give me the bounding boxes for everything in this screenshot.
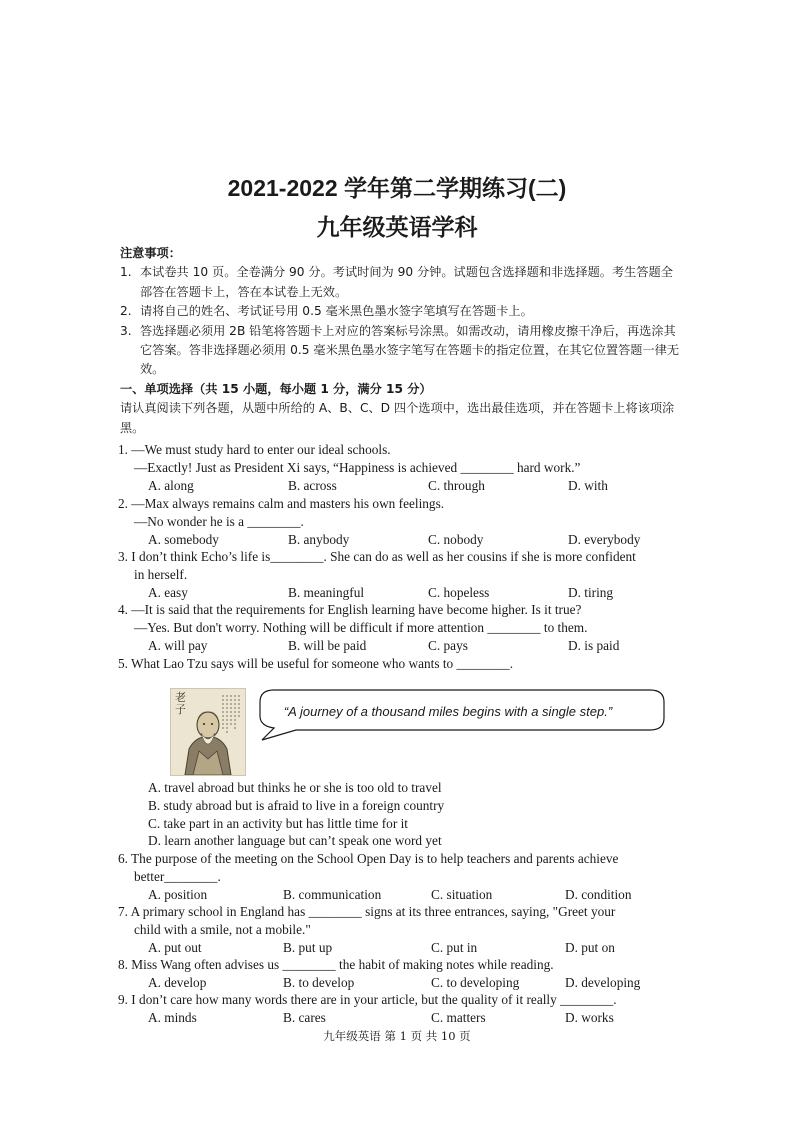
exam-subtitle: 九年级英语学科: [316, 215, 478, 241]
option-c[interactable]: C. matters: [431, 1009, 486, 1025]
option-a[interactable]: A. position: [148, 886, 208, 902]
option-c[interactable]: C. to developing: [431, 974, 520, 990]
question-text: 7. A primary school in England has ________ signs at its three entrances, saying, "Greet your: [118, 904, 616, 919]
option-b[interactable]: B. communication: [283, 886, 382, 902]
question-text: child with a smile, not a mobile.": [134, 921, 311, 937]
option-a[interactable]: A. somebody: [148, 531, 219, 547]
option-c[interactable]: C. situation: [431, 886, 493, 902]
option-row: [118, 939, 680, 957]
notes-block: [120, 244, 680, 438]
note-number: 1.: [120, 265, 132, 280]
question-text: 6. The purpose of the meeting on the School Open Day is to help teachers and parents achieve: [118, 851, 619, 866]
option-d[interactable]: D. put on: [565, 939, 615, 955]
option-c[interactable]: C. through: [428, 477, 485, 493]
note-item: [120, 263, 680, 302]
laozi-portrait-image: [170, 688, 246, 776]
question-text: 3. I don’t think Echo’s life is________. She can do as well as her cousins if she is more confident: [118, 549, 636, 564]
option-row: [118, 584, 680, 602]
exam-title: 2021-2022 学年第二学期练习(二): [227, 175, 567, 201]
option-a[interactable]: A. travel abroad but thinks he or she is too old to travel: [148, 780, 442, 795]
option-c[interactable]: C. nobody: [428, 531, 484, 547]
question-text: —No wonder he is a ________.: [134, 513, 304, 529]
option-d[interactable]: D. condition: [565, 886, 632, 902]
question-7: [118, 903, 680, 956]
portrait-caption: 老子: [175, 691, 186, 716]
question-text: 9. I don’t care how many words there are in your article, but the quality of it really ________.: [118, 992, 617, 1007]
option-d[interactable]: D. learn another language but can’t speak one word yet: [148, 833, 442, 849]
question-text: —Exactly! Just as President Xi says, “Happiness is achieved ________ hard work.”: [134, 459, 581, 475]
option-row: [118, 531, 680, 549]
option-row: [118, 974, 680, 992]
option-c[interactable]: C. hopeless: [428, 584, 490, 600]
option-b[interactable]: B. to develop: [283, 974, 355, 990]
option-b[interactable]: B. across: [288, 477, 337, 493]
note-item: [120, 302, 680, 321]
option-d[interactable]: D. everybody: [568, 531, 641, 547]
option-d[interactable]: D. is paid: [568, 637, 620, 653]
question-9: [118, 991, 680, 1027]
section-instruction: 请认真阅读下列各题，从题中所给的 A、B、C、D 四个选项中，选出最佳选项，并在答题卡上将该项涂黑。: [120, 401, 675, 435]
question-2: [118, 495, 680, 548]
bubble-quote: “A journey of a thousand miles begins with a single step.”: [283, 704, 613, 719]
option-a[interactable]: A. easy: [148, 584, 188, 600]
note-item: [120, 322, 680, 380]
option-row: [118, 886, 680, 904]
option-row: [118, 1009, 680, 1027]
question-text: better________.: [134, 868, 221, 884]
page-footer: 九年级英语 第 1 页 共 10 页: [323, 1029, 471, 1043]
option-a[interactable]: A. along: [148, 477, 194, 493]
option-b[interactable]: B. anybody: [288, 531, 350, 547]
option-b[interactable]: B. will be paid: [288, 637, 367, 653]
option-b[interactable]: B. cares: [283, 1009, 326, 1025]
option-a[interactable]: A. minds: [148, 1009, 197, 1025]
question-text: 4. —It is said that the requirements for English learning have become higher. Is it true?: [118, 602, 582, 617]
question-5-options: [118, 779, 680, 850]
section-heading: 一、单项选择（共 15 小题，每小题 1 分，满分 15 分）: [120, 381, 432, 396]
note-number: 3.: [120, 323, 132, 338]
question-8: [118, 956, 680, 992]
option-c[interactable]: C. take part in an activity but has little time for it: [148, 815, 408, 831]
option-row: [118, 637, 680, 655]
question-6: [118, 850, 680, 903]
option-d[interactable]: D. with: [568, 477, 608, 493]
question-3: [118, 548, 680, 601]
option-d[interactable]: D. works: [565, 1009, 614, 1025]
note-text: 请将自己的姓名、考试证号用 0.5 毫米黑色墨水签字笔填写在答题卡上。: [140, 304, 533, 319]
question-text: 8. Miss Wang often advises us ________ the habit of making notes while reading.: [118, 957, 554, 972]
question-text: 5. What Lao Tzu says will be useful for someone who wants to ________.: [118, 656, 514, 671]
option-d[interactable]: D. tiring: [568, 584, 614, 600]
question-text: 1. —We must study hard to enter our ideal schools.: [118, 442, 391, 457]
option-a[interactable]: A. will pay: [148, 637, 208, 653]
question-text: —Yes. But don't worry. Nothing will be difficult if more attention ________ to them.: [134, 619, 588, 635]
option-row: [118, 477, 680, 495]
question-5: [118, 655, 680, 673]
question-text: 2. —Max always remains calm and masters his own feelings.: [118, 496, 445, 511]
option-d[interactable]: D. developing: [565, 974, 641, 990]
option-b[interactable]: B. meaningful: [288, 584, 365, 600]
option-b[interactable]: B. put up: [283, 939, 333, 955]
option-b[interactable]: B. study abroad but is afraid to live in a foreign country: [148, 797, 445, 813]
question-4: [118, 601, 680, 654]
notes-heading: 注意事项：: [120, 246, 181, 260]
note-text: 本试卷共 10 页。全卷满分 90 分。考试时间为 90 分钟。试题包含选择题和非选择题。考生答题全部答在答题卡上，答在本试卷上无效。: [140, 265, 673, 299]
option-c[interactable]: C. put in: [431, 939, 478, 955]
note-number: 2.: [120, 304, 132, 319]
question-1: [118, 441, 680, 494]
option-c[interactable]: C. pays: [428, 637, 468, 653]
option-a[interactable]: A. put out: [148, 939, 202, 955]
option-a[interactable]: A. develop: [148, 974, 207, 990]
question-text: in herself.: [134, 566, 188, 582]
note-text: 答选择题必须用 2B 铅笔将答题卡上对应的答案标号涂黑。如需改动，请用橡皮擦干净后，再选涂其它答案。答非选择题必须用 0.5 毫米黑色墨水签字笔写在答题卡的指定位置，在其它位置答题一律无效。: [140, 323, 680, 377]
